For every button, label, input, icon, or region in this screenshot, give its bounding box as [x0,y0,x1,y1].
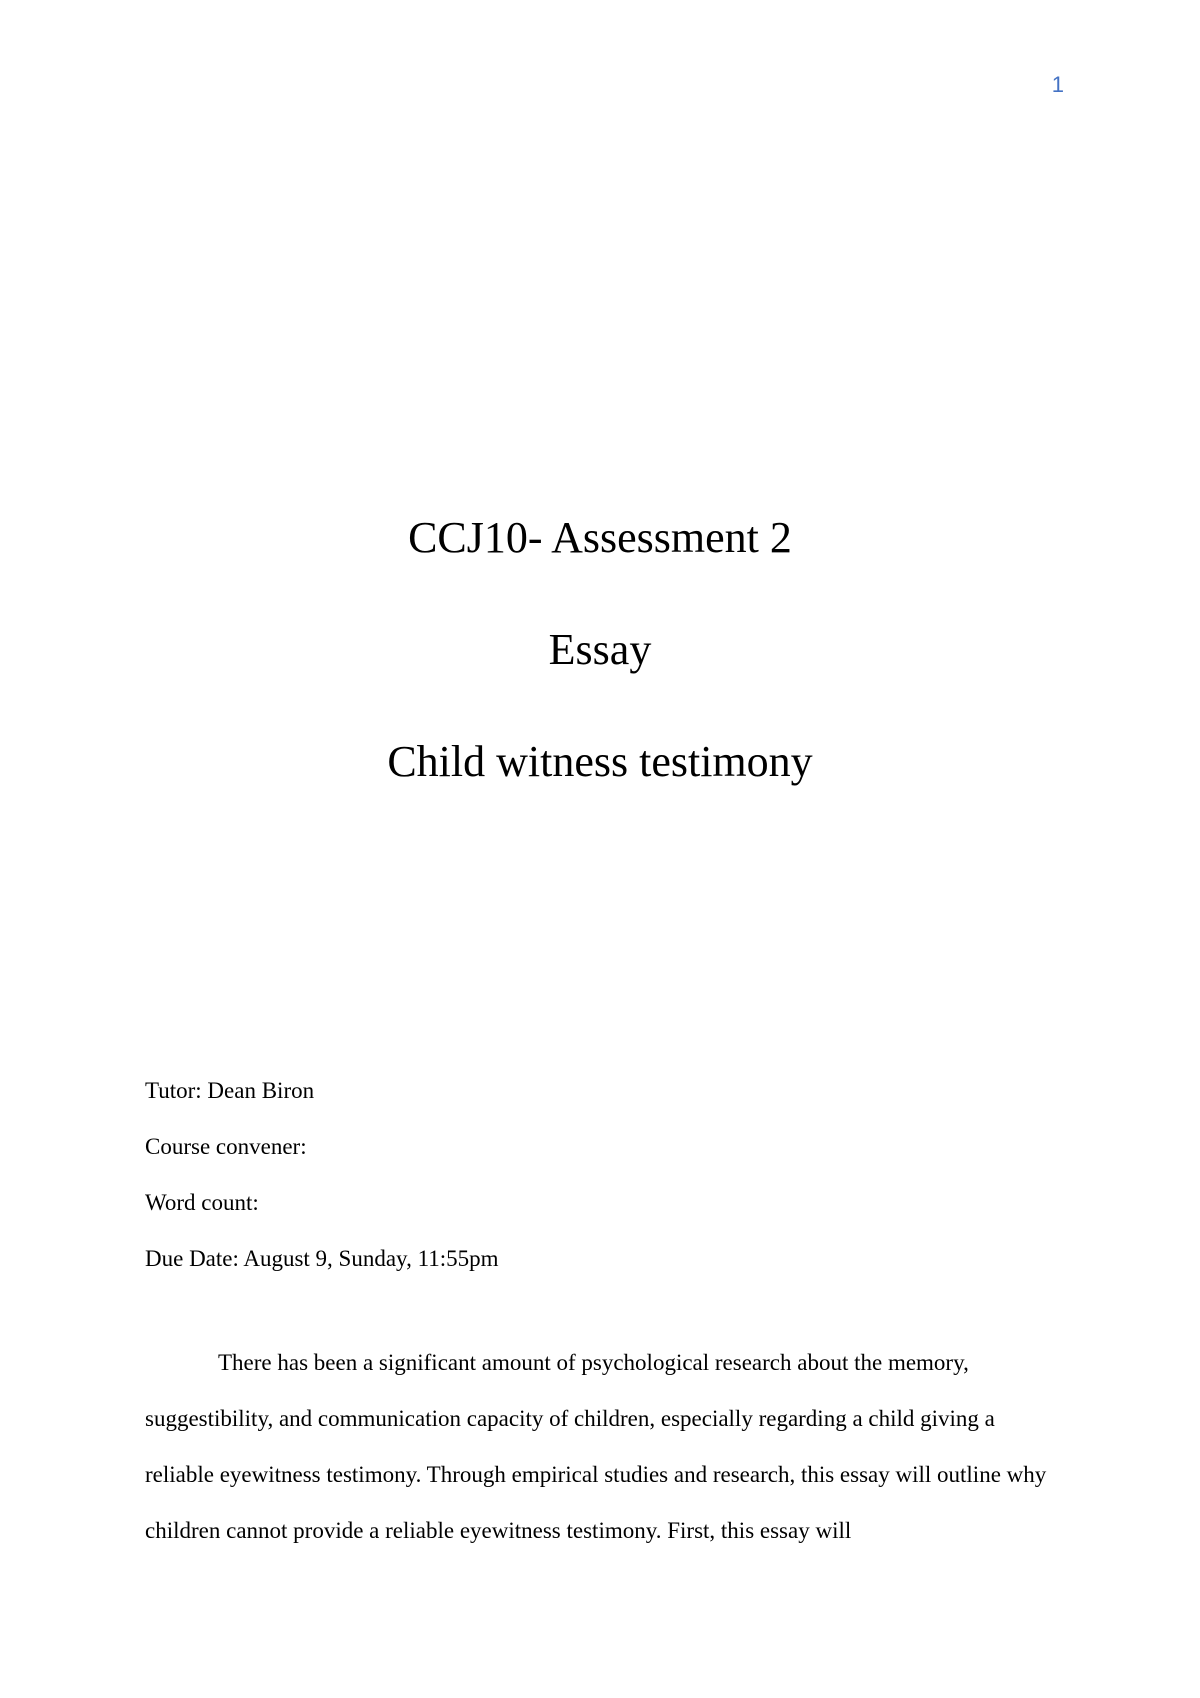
body-paragraph: There has been a significant amount of psychological research about the memory, suggestibility, and communication capacity of children, especially regarding a child giving a reliable eyewitness testimony. Through empirical studies and research, this essay will outline why children cannot provide a reliable eyewitness testimony. First, this essay will [145,1350,1047,1543]
essay-topic: Child witness testimony [387,737,813,786]
page-number: 1 [1051,72,1064,97]
course-convener-line: Course convener: [145,1134,307,1159]
document-type: Essay [548,625,652,674]
assignment-details [145,1063,499,1287]
course-title: CCJ10- Assessment 2 [408,513,792,562]
tutor-line: Tutor: Dean Biron [145,1078,315,1103]
title-block [0,510,1200,846]
due-date-line: Due Date: August 9, Sunday, 11:55pm [145,1246,499,1271]
word-count-line: Word count: [145,1190,259,1215]
